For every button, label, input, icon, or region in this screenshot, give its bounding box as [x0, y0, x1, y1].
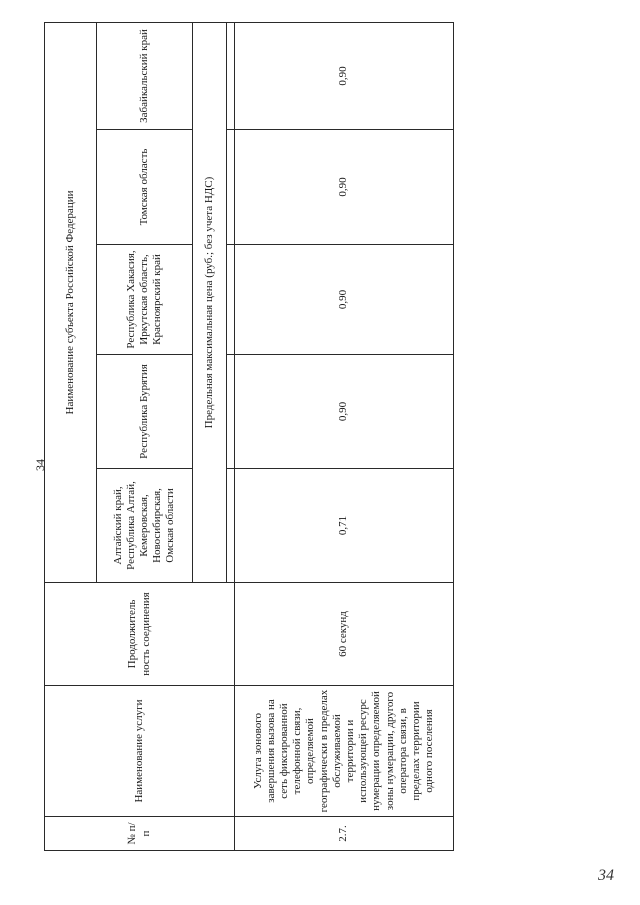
row-price-1: 0,71 — [235, 469, 454, 583]
header-region-5: Забайкальский край — [97, 22, 193, 129]
header-duration: Продолжитель ность соединения — [45, 583, 235, 686]
header-num: № п/п — [45, 817, 235, 851]
handwritten-page-number: 34 — [598, 867, 614, 884]
table-row — [235, 22, 454, 850]
header-service-name: Наименование услуги — [45, 686, 235, 817]
tariff-table — [44, 22, 454, 851]
row-service-name: Услуга зонового завершения вызова на сеть фиксированной телефонной связи, определяемой географически в пределах обслуживаемой территории и использующей ресурс нумерации определяемой зоны нумерации, другого оператора связи, в пределах территории одного поселения — [235, 686, 454, 817]
row-price-4: 0,90 — [235, 130, 454, 245]
row-num: 2.7. — [235, 817, 454, 851]
rotated-table-container — [44, 23, 454, 851]
header-subject-group: Наименование субъекта Российской Федерации — [45, 22, 97, 582]
header-spacer-4 — [227, 130, 235, 245]
header-spacer-5 — [227, 22, 235, 129]
header-region-1: Алтайский край, Республика Алтай, Кемеровская, Новосибирская, Омская области — [97, 469, 193, 583]
header-region-2: Республика Бурятия — [97, 355, 193, 469]
header-price-caption: Предельная максимальная цена (руб.; без учета НДС) — [193, 22, 227, 582]
landscape-table-frame — [44, 23, 454, 851]
row-price-3: 0,90 — [235, 245, 454, 355]
page-number: 34 — [33, 459, 47, 471]
row-duration: 60 секунд — [235, 583, 454, 686]
header-region-3: Республика Хакасия, Иркутская область, Красноярский край — [97, 245, 193, 355]
header-spacer-2 — [227, 355, 235, 469]
header-spacer-1 — [227, 469, 235, 583]
row-price-5: 0,90 — [235, 22, 454, 129]
row-price-2: 0,90 — [235, 355, 454, 469]
header-region-4: Томская область — [97, 130, 193, 245]
header-spacer-3 — [227, 245, 235, 355]
